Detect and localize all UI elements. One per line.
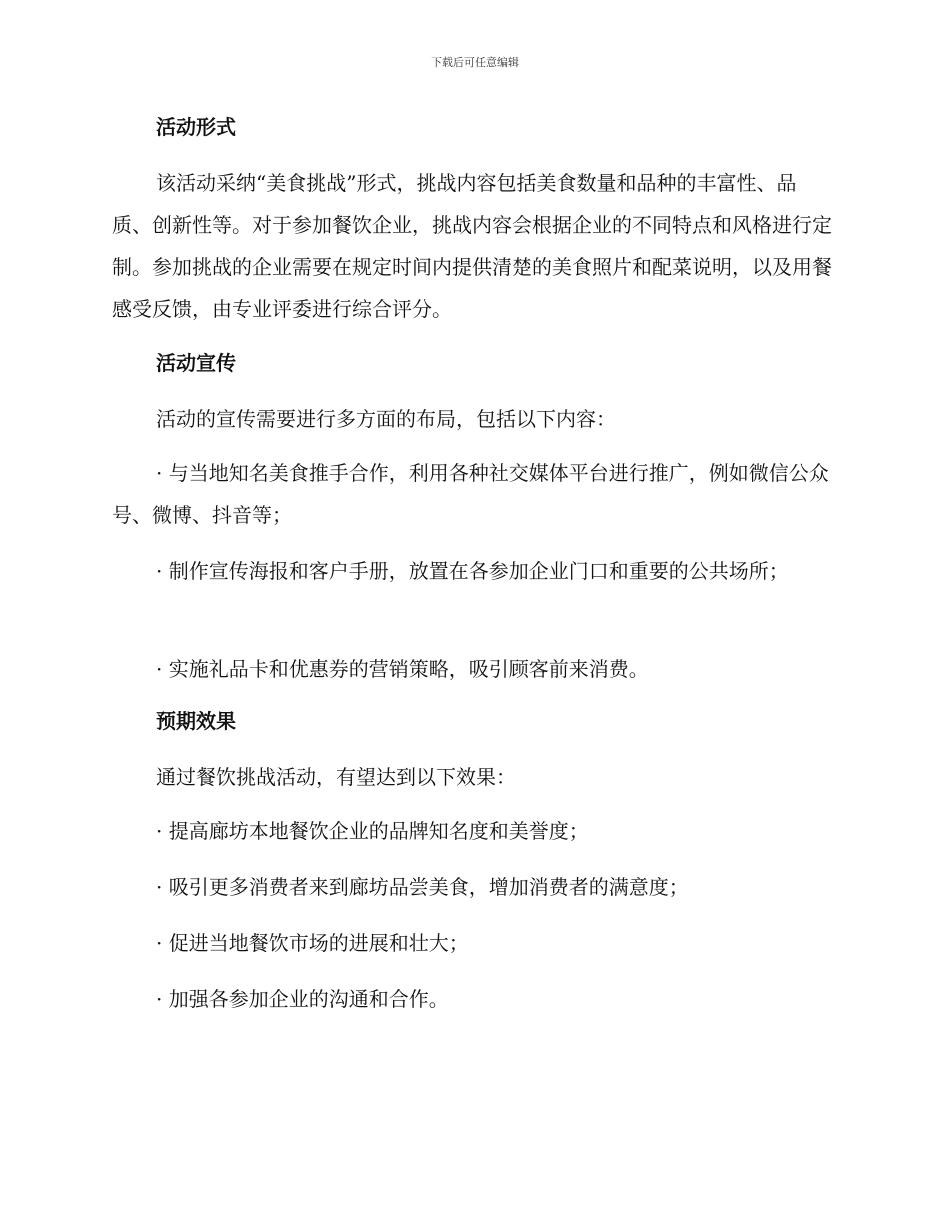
paragraph-activity-form: 该活动采纳“美食挑战”形式，挑战内容包括美食数量和品种的丰富性、品质、创新性等。对于参加餐饮企业，挑战内容会根据企业的不同特点和风格进行定制。参加挑战的企业需要在规定时间内提供清楚的美食照片和配菜说明，以及用餐感受反馈，由专业评委进行综合评分。 xyxy=(112,171,832,321)
list-item-promotion-2: · 制作宣传海报和客户手册，放置在各参加企业门口和重要的公共场所； xyxy=(156,559,789,583)
paragraph-effects-intro: 通过餐饮挑战活动，有望达到以下效果： xyxy=(156,765,516,789)
paragraph-promotion-intro: 活动的宣传需要进行多方面的布局，包括以下内容： xyxy=(156,407,616,431)
list-item-promotion-3: · 实施礼品卡和优惠券的营销策略，吸引顾客前来消费。 xyxy=(156,657,649,681)
section-heading-expected-effects: 预期效果 xyxy=(156,709,236,733)
page-header-note: 下载后可任意编辑 xyxy=(431,56,519,69)
list-item-effect-2: · 吸引更多消费者来到廊坊品尝美食，增加消费者的满意度； xyxy=(156,875,689,899)
list-item-promotion-1: · 与当地知名美食推手合作，利用各种社交媒体平台进行推广，例如微信公众号、微博、抖音等； xyxy=(112,461,829,527)
list-item-effect-3: · 促进当地餐饮市场的进展和壮大； xyxy=(156,931,469,955)
list-item-effect-1: · 提高廊坊本地餐饮企业的品牌知名度和美誉度； xyxy=(156,819,589,843)
section-heading-activity-form: 活动形式 xyxy=(156,115,236,139)
section-heading-activity-promotion: 活动宣传 xyxy=(156,351,236,375)
list-item-effect-4: · 加强各参加企业的沟通和合作。 xyxy=(156,987,449,1011)
